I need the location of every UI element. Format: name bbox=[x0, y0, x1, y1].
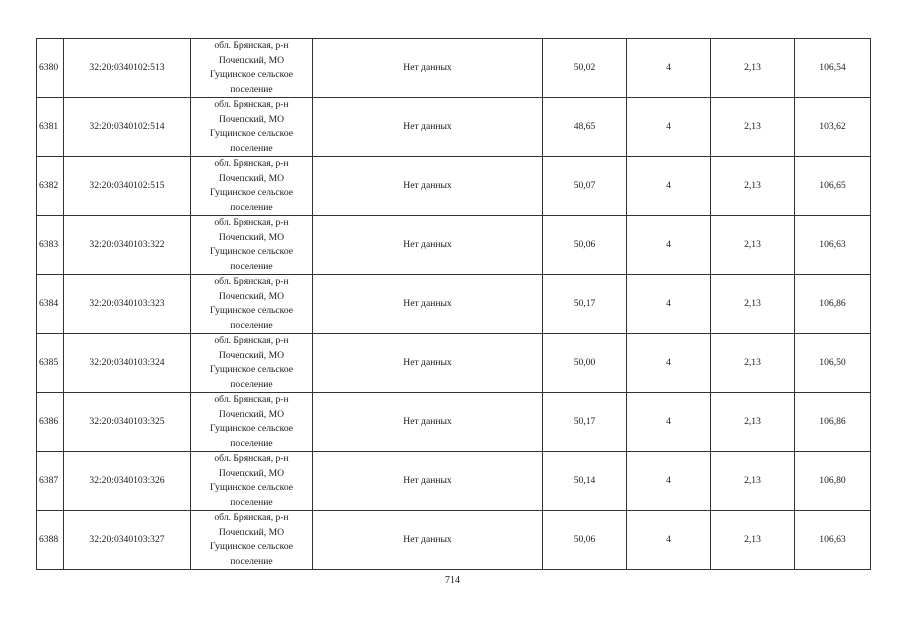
rate-cell: 2,13 bbox=[711, 452, 795, 511]
address-line: Гущинское сельское bbox=[209, 423, 294, 434]
cadastral-number-cell: 32:20:0340103:324 bbox=[64, 334, 191, 393]
address-line: Гущинское сельское bbox=[209, 69, 294, 80]
address-line: обл. Брянская, р-н bbox=[214, 335, 289, 346]
cadastral-registry-table bbox=[36, 38, 871, 570]
table-row bbox=[37, 39, 871, 98]
address-cell bbox=[191, 393, 313, 452]
row-number-cell: 6383 bbox=[37, 216, 64, 275]
address-line: обл. Брянская, р-н bbox=[214, 394, 289, 405]
address-line: Почепский, МО bbox=[218, 54, 285, 66]
address-cell bbox=[191, 334, 313, 393]
value-cell: 103,62 bbox=[795, 98, 871, 157]
rate-cell: 2,13 bbox=[711, 39, 795, 98]
cadastral-number-cell: 32:20:0340102:513 bbox=[64, 39, 191, 98]
group-cell: 4 bbox=[627, 511, 711, 570]
address-line: Почепский, МО bbox=[218, 231, 285, 243]
cadastral-number-cell: 32:20:0340103:325 bbox=[64, 393, 191, 452]
group-cell: 4 bbox=[627, 157, 711, 216]
address-line: Почепский, МО bbox=[218, 349, 285, 361]
cadastral-number-cell: 32:20:0340102:515 bbox=[64, 157, 191, 216]
group-cell: 4 bbox=[627, 39, 711, 98]
address-cell bbox=[191, 39, 313, 98]
rate-cell: 2,13 bbox=[711, 216, 795, 275]
address-cell bbox=[191, 98, 313, 157]
row-number-cell: 6385 bbox=[37, 334, 64, 393]
address-cell bbox=[191, 216, 313, 275]
area-cell: 50,02 bbox=[543, 39, 627, 98]
address-line: обл. Брянская, р-н bbox=[214, 217, 289, 228]
cadastral-number-cell: 32:20:0340103:327 bbox=[64, 511, 191, 570]
info-cell: Нет данных bbox=[313, 98, 543, 157]
address-line: обл. Брянская, р-н bbox=[214, 158, 289, 169]
value-cell: 106,63 bbox=[795, 216, 871, 275]
area-cell: 50,07 bbox=[543, 157, 627, 216]
row-number-cell: 6387 bbox=[37, 452, 64, 511]
value-cell: 106,86 bbox=[795, 275, 871, 334]
row-number-cell: 6388 bbox=[37, 511, 64, 570]
group-cell: 4 bbox=[627, 275, 711, 334]
address-line: Гущинское сельское bbox=[209, 482, 294, 493]
address-line: поселение bbox=[230, 142, 273, 154]
address-line: поселение bbox=[230, 496, 273, 508]
address-cell bbox=[191, 452, 313, 511]
address-line: Почепский, МО bbox=[218, 467, 285, 479]
group-cell: 4 bbox=[627, 216, 711, 275]
row-number-cell: 6386 bbox=[37, 393, 64, 452]
value-cell: 106,54 bbox=[795, 39, 871, 98]
address-line: Гущинское сельское bbox=[209, 246, 294, 257]
cadastral-number-cell: 32:20:0340102:514 bbox=[64, 98, 191, 157]
address-line: Почепский, МО bbox=[218, 526, 285, 538]
address-cell bbox=[191, 275, 313, 334]
group-cell: 4 bbox=[627, 393, 711, 452]
value-cell: 106,63 bbox=[795, 511, 871, 570]
info-cell: Нет данных bbox=[313, 216, 543, 275]
address-line: обл. Брянская, р-н bbox=[214, 512, 289, 523]
rate-cell: 2,13 bbox=[711, 334, 795, 393]
cadastral-number-cell: 32:20:0340103:323 bbox=[64, 275, 191, 334]
address-line: поселение bbox=[230, 260, 273, 272]
area-cell: 48,65 bbox=[543, 98, 627, 157]
address-line: Почепский, МО bbox=[218, 172, 285, 184]
value-cell: 106,50 bbox=[795, 334, 871, 393]
address-line: Почепский, МО bbox=[218, 113, 285, 125]
address-line: поселение bbox=[230, 83, 273, 95]
address-line: поселение bbox=[230, 319, 273, 331]
table-row bbox=[37, 393, 871, 452]
table-row bbox=[37, 275, 871, 334]
row-number-cell: 6380 bbox=[37, 39, 64, 98]
address-line: Гущинское сельское bbox=[209, 187, 294, 198]
address-line: Гущинское сельское bbox=[209, 128, 294, 139]
info-cell: Нет данных bbox=[313, 275, 543, 334]
info-cell: Нет данных bbox=[313, 334, 543, 393]
table-row bbox=[37, 98, 871, 157]
address-line: поселение bbox=[230, 201, 273, 213]
info-cell: Нет данных bbox=[313, 511, 543, 570]
area-cell: 50,00 bbox=[543, 334, 627, 393]
row-number-cell: 6381 bbox=[37, 98, 64, 157]
area-cell: 50,17 bbox=[543, 393, 627, 452]
address-line: поселение bbox=[230, 437, 273, 449]
page-number: 714 bbox=[445, 575, 460, 586]
area-cell: 50,17 bbox=[543, 275, 627, 334]
address-line: Гущинское сельское bbox=[209, 364, 294, 375]
rate-cell: 2,13 bbox=[711, 98, 795, 157]
table-row bbox=[37, 157, 871, 216]
address-line: поселение bbox=[230, 378, 273, 390]
table-row bbox=[37, 511, 871, 570]
table-row bbox=[37, 334, 871, 393]
area-cell: 50,14 bbox=[543, 452, 627, 511]
address-line: Почепский, МО bbox=[218, 290, 285, 302]
group-cell: 4 bbox=[627, 98, 711, 157]
address-cell bbox=[191, 511, 313, 570]
area-cell: 50,06 bbox=[543, 216, 627, 275]
group-cell: 4 bbox=[627, 452, 711, 511]
address-line: Почепский, МО bbox=[218, 408, 285, 420]
value-cell: 106,80 bbox=[795, 452, 871, 511]
cadastral-number-cell: 32:20:0340103:322 bbox=[64, 216, 191, 275]
group-cell: 4 bbox=[627, 334, 711, 393]
value-cell: 106,65 bbox=[795, 157, 871, 216]
row-number-cell: 6382 bbox=[37, 157, 64, 216]
address-line: обл. Брянская, р-н bbox=[214, 453, 289, 464]
table-body bbox=[37, 39, 871, 570]
address-line: обл. Брянская, р-н bbox=[214, 40, 289, 51]
cadastral-number-cell: 32:20:0340103:326 bbox=[64, 452, 191, 511]
value-cell: 106,86 bbox=[795, 393, 871, 452]
address-cell bbox=[191, 157, 313, 216]
rate-cell: 2,13 bbox=[711, 157, 795, 216]
address-line: Гущинское сельское bbox=[209, 541, 294, 552]
address-line: обл. Брянская, р-н bbox=[214, 276, 289, 287]
info-cell: Нет данных bbox=[313, 393, 543, 452]
row-number-cell: 6384 bbox=[37, 275, 64, 334]
info-cell: Нет данных bbox=[313, 157, 543, 216]
rate-cell: 2,13 bbox=[711, 275, 795, 334]
area-cell: 50,06 bbox=[543, 511, 627, 570]
rate-cell: 2,13 bbox=[711, 393, 795, 452]
rate-cell: 2,13 bbox=[711, 511, 795, 570]
address-line: обл. Брянская, р-н bbox=[214, 99, 289, 110]
table-row bbox=[37, 452, 871, 511]
address-line: Гущинское сельское bbox=[209, 305, 294, 316]
address-line: поселение bbox=[230, 555, 273, 567]
table-row bbox=[37, 216, 871, 275]
info-cell: Нет данных bbox=[313, 452, 543, 511]
info-cell: Нет данных bbox=[313, 39, 543, 98]
